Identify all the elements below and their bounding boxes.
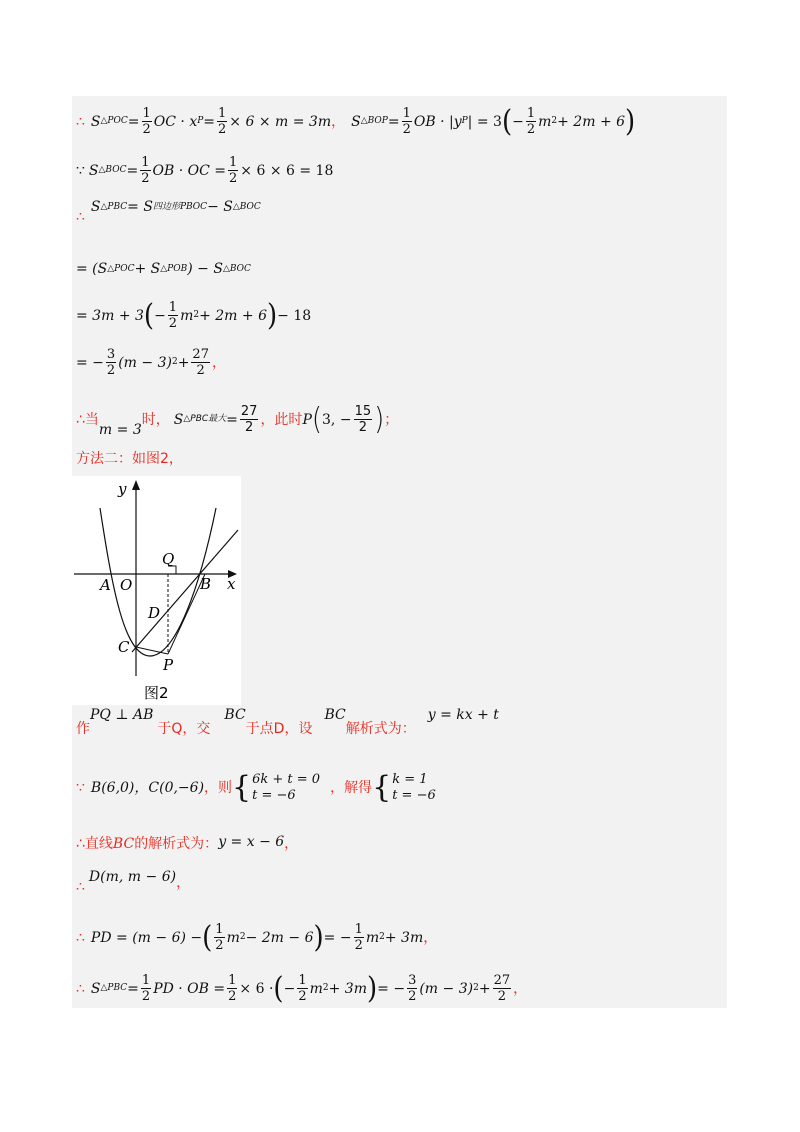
area-symbol: S bbox=[90, 113, 101, 130]
text: ，解得 bbox=[330, 780, 373, 796]
equals: = bbox=[387, 113, 400, 130]
expr: PD · OB = bbox=[153, 980, 226, 997]
equation-system bbox=[232, 772, 320, 804]
fraction-half bbox=[217, 107, 227, 136]
denominator: 2 bbox=[229, 171, 238, 186]
fraction-half bbox=[402, 107, 412, 136]
line-12 bbox=[76, 869, 191, 895]
numerator: 1 bbox=[141, 155, 150, 170]
denominator: 2 bbox=[298, 989, 307, 1004]
expr: = − bbox=[76, 354, 104, 371]
numerator: 1 bbox=[229, 155, 238, 170]
expr: B(6,0)，C(0,−6) bbox=[90, 780, 205, 796]
label-q: Q bbox=[162, 550, 175, 568]
area-subscript: △POC bbox=[100, 116, 128, 126]
line-4 bbox=[76, 262, 251, 276]
numerator: 1 bbox=[215, 922, 224, 937]
denominator: 2 bbox=[142, 122, 151, 137]
denominator: 2 bbox=[354, 938, 363, 953]
expr: × 6 × m = 3m bbox=[229, 113, 332, 130]
exponent: 2 bbox=[239, 932, 246, 942]
expr: (m − 3) bbox=[118, 354, 172, 371]
text: ，则 bbox=[204, 780, 233, 796]
expr: PD = (m − 6) − bbox=[90, 929, 203, 946]
expr: 3, − bbox=[322, 411, 352, 428]
numerator: 1 bbox=[298, 973, 307, 988]
fraction-27-halves bbox=[191, 348, 210, 377]
expr: × 6 · bbox=[239, 980, 274, 997]
equation: 6k + t = 0 bbox=[252, 772, 321, 787]
var-m: m bbox=[180, 307, 194, 324]
area-subscript: △BOC bbox=[222, 263, 251, 274]
expr: = − bbox=[377, 980, 406, 997]
line-1 bbox=[76, 104, 636, 139]
line-14 bbox=[76, 971, 528, 1006]
label-c: C bbox=[118, 638, 130, 656]
expr: + 3m bbox=[328, 980, 367, 997]
label-o: O bbox=[120, 576, 133, 594]
expr: − 2m − 6 bbox=[245, 929, 314, 946]
expr: + 2m + 6 bbox=[557, 113, 626, 130]
solution-system bbox=[372, 772, 436, 804]
area-subscript: 四边形PBOC bbox=[152, 201, 208, 212]
expr: | = 3 bbox=[467, 113, 502, 130]
denominator: 2 bbox=[402, 122, 411, 137]
fraction-half bbox=[141, 974, 151, 1003]
text: ∴直线 bbox=[76, 836, 113, 852]
area-symbol: S bbox=[88, 162, 99, 179]
therefore-symbol: ∴ bbox=[76, 929, 85, 946]
expr: D(m, m − 6) bbox=[88, 869, 177, 885]
numerator: 27 bbox=[240, 404, 258, 419]
figure-2 bbox=[72, 476, 241, 705]
exponent: 2 bbox=[322, 983, 329, 993]
numerator: 1 bbox=[218, 106, 227, 121]
denominator: 2 bbox=[358, 420, 367, 435]
denominator: 2 bbox=[215, 938, 224, 953]
equals: = bbox=[203, 113, 216, 130]
line-2 bbox=[76, 156, 333, 185]
right-paren: ) bbox=[267, 298, 278, 333]
equals: = bbox=[127, 980, 139, 997]
label-a: A bbox=[100, 576, 111, 594]
text: 的解析式为： bbox=[134, 836, 219, 852]
denominator: 2 bbox=[141, 171, 150, 186]
fraction-half bbox=[227, 974, 237, 1003]
therefore-symbol: ∴ bbox=[76, 113, 85, 130]
expr: m = 3 bbox=[98, 421, 142, 438]
line-11 bbox=[76, 834, 299, 852]
plus: + bbox=[478, 980, 491, 997]
label-p: P bbox=[163, 656, 174, 674]
expr: + 3m bbox=[384, 929, 424, 946]
minus: − bbox=[512, 113, 524, 130]
expr: = (S bbox=[76, 261, 108, 277]
expr: BC bbox=[112, 836, 135, 852]
because-symbol: ∵ bbox=[76, 780, 85, 796]
line-5 bbox=[76, 298, 312, 333]
minus: − bbox=[154, 307, 166, 324]
denominator: 2 bbox=[245, 420, 254, 435]
line-10 bbox=[76, 772, 436, 804]
area-symbol: S bbox=[351, 113, 361, 130]
right-paren: ) bbox=[374, 402, 385, 437]
expr: OB · OC = bbox=[152, 162, 226, 179]
right-paren: ) bbox=[625, 104, 636, 139]
fraction-three-halves bbox=[407, 974, 417, 1003]
expr: × 6 × 6 = 18 bbox=[240, 162, 334, 179]
method-two-heading: 方法二：如图2， bbox=[76, 451, 183, 467]
line-6 bbox=[76, 348, 226, 377]
numerator: 1 bbox=[228, 973, 237, 988]
therefore-symbol: ∴ bbox=[76, 879, 85, 895]
expr: = S bbox=[127, 199, 153, 215]
denominator: 2 bbox=[196, 363, 205, 378]
left-paren: ( bbox=[311, 402, 323, 437]
fraction-half bbox=[354, 923, 364, 952]
denominator: 2 bbox=[408, 989, 417, 1004]
exponent: 2 bbox=[379, 932, 385, 942]
numerator: 27 bbox=[493, 973, 511, 988]
expr: PQ ⊥ AB bbox=[90, 707, 154, 723]
denominator: 2 bbox=[106, 363, 116, 378]
var-m: m bbox=[365, 929, 380, 946]
numerator: 3 bbox=[106, 347, 116, 362]
parabola-diagram bbox=[72, 476, 241, 705]
fraction-27-halves bbox=[240, 405, 259, 434]
comma: ， bbox=[423, 929, 438, 946]
comma: ， bbox=[284, 836, 299, 852]
exponent: 2 bbox=[171, 357, 178, 367]
var-m: m bbox=[538, 113, 552, 130]
expr: ) − S bbox=[187, 261, 223, 277]
subscript: P bbox=[197, 116, 204, 126]
text: ，此时 bbox=[260, 411, 303, 428]
line-bc bbox=[132, 530, 238, 652]
expr: − S bbox=[207, 199, 233, 215]
fraction-half bbox=[140, 156, 150, 185]
area-subscript: △POB bbox=[160, 263, 188, 274]
fraction-three-halves bbox=[106, 348, 116, 377]
numerator: 1 bbox=[168, 300, 178, 315]
parabola-curve bbox=[100, 508, 216, 656]
var-m: m bbox=[226, 929, 240, 946]
numerator: 15 bbox=[354, 404, 372, 419]
area-subscript: △POC bbox=[107, 263, 135, 274]
right-paren: ) bbox=[313, 920, 324, 955]
text: 作 bbox=[76, 721, 90, 737]
area-subscript: △PBC bbox=[100, 983, 128, 993]
line-13 bbox=[76, 920, 438, 955]
line-9 bbox=[76, 707, 499, 737]
label-d: D bbox=[148, 604, 161, 622]
denominator: 2 bbox=[141, 989, 151, 1004]
denominator: 2 bbox=[168, 316, 178, 331]
left-paren: ( bbox=[202, 920, 213, 955]
numerator: 1 bbox=[142, 106, 151, 121]
area-symbol: S bbox=[90, 199, 101, 215]
line-3 bbox=[76, 199, 261, 225]
fraction-half bbox=[228, 156, 238, 185]
denominator: 2 bbox=[228, 989, 237, 1004]
left-paren: ( bbox=[273, 971, 284, 1006]
equals: = bbox=[127, 113, 140, 130]
area-subscript: △BOC bbox=[98, 165, 127, 175]
numerator: 1 bbox=[402, 106, 411, 121]
equation: t = −6 bbox=[392, 788, 436, 803]
numerator: 3 bbox=[408, 973, 417, 988]
y-axis-arrow bbox=[132, 480, 140, 490]
expr: BC bbox=[224, 707, 246, 723]
text: ； bbox=[384, 411, 399, 428]
comma: ， bbox=[331, 113, 346, 130]
fraction-half bbox=[142, 107, 152, 136]
expr: (m − 3) bbox=[419, 980, 474, 997]
area-subscript: △PBC最大 bbox=[183, 414, 227, 424]
denominator: 2 bbox=[526, 122, 536, 137]
comma: ， bbox=[211, 354, 226, 371]
area-subscript: △PBC bbox=[100, 201, 128, 212]
line-8 bbox=[76, 452, 183, 466]
line-7 bbox=[76, 402, 399, 438]
label-x: x bbox=[227, 575, 236, 593]
brace: { bbox=[232, 770, 252, 805]
label-y: y bbox=[118, 480, 127, 498]
plus: + bbox=[177, 354, 190, 371]
exponent: 2 bbox=[473, 983, 479, 993]
expr: OC · x bbox=[153, 113, 198, 130]
expr: = 3m + 3 bbox=[76, 307, 144, 324]
area-symbol: S bbox=[90, 980, 101, 997]
expr: y = kx + t bbox=[427, 707, 499, 723]
denominator: 2 bbox=[497, 989, 506, 1004]
numerator: 1 bbox=[141, 973, 151, 988]
text: 时， bbox=[141, 411, 170, 428]
equation: t = −6 bbox=[252, 788, 296, 803]
numerator: 27 bbox=[192, 347, 209, 362]
label-b: B bbox=[200, 575, 212, 593]
text: 解析式为： bbox=[345, 721, 416, 737]
expr: OB · |y bbox=[413, 113, 462, 130]
comma: ， bbox=[513, 980, 528, 997]
equals: = bbox=[126, 162, 139, 179]
exponent: 2 bbox=[193, 310, 200, 320]
left-paren: ( bbox=[143, 298, 155, 333]
area-subscript: △BOP bbox=[360, 116, 388, 126]
expr: BC bbox=[324, 707, 346, 723]
right-paren: ) bbox=[366, 971, 378, 1006]
fraction-half bbox=[297, 974, 307, 1003]
equation: k = 1 bbox=[392, 772, 428, 787]
left-paren: ( bbox=[501, 104, 513, 139]
numerator: 1 bbox=[354, 922, 363, 937]
expr: + S bbox=[134, 261, 161, 277]
text: 于Q，交 bbox=[157, 721, 211, 737]
denominator: 2 bbox=[218, 122, 227, 137]
fraction-half bbox=[526, 107, 536, 136]
fraction-half bbox=[214, 923, 224, 952]
numerator: 1 bbox=[526, 106, 536, 121]
fraction-15-halves bbox=[354, 405, 373, 434]
therefore-symbol: ∴ bbox=[76, 980, 85, 997]
brace: { bbox=[372, 770, 392, 805]
exponent: 2 bbox=[551, 116, 558, 126]
subscript: P bbox=[461, 116, 468, 126]
expr: y = x − 6 bbox=[218, 834, 285, 850]
because-symbol: ∵ bbox=[76, 162, 85, 179]
text: 于点D，设 bbox=[245, 721, 313, 737]
equals: = bbox=[226, 411, 238, 428]
area-subscript: △BOC bbox=[232, 201, 261, 212]
expr: + 2m + 6 bbox=[199, 307, 267, 324]
expr: − 18 bbox=[277, 307, 312, 324]
therefore-symbol: ∴ bbox=[76, 209, 85, 225]
fraction-half bbox=[168, 301, 178, 330]
expr: = − bbox=[323, 929, 352, 946]
figure-caption: 图2 bbox=[144, 684, 169, 702]
minus: − bbox=[283, 980, 296, 997]
text: ∴当 bbox=[76, 411, 99, 428]
fraction-27-halves bbox=[493, 974, 512, 1003]
point-p: P bbox=[302, 411, 312, 428]
comma: ， bbox=[176, 875, 191, 891]
var-m: m bbox=[309, 980, 323, 997]
area-symbol: S bbox=[173, 411, 184, 428]
